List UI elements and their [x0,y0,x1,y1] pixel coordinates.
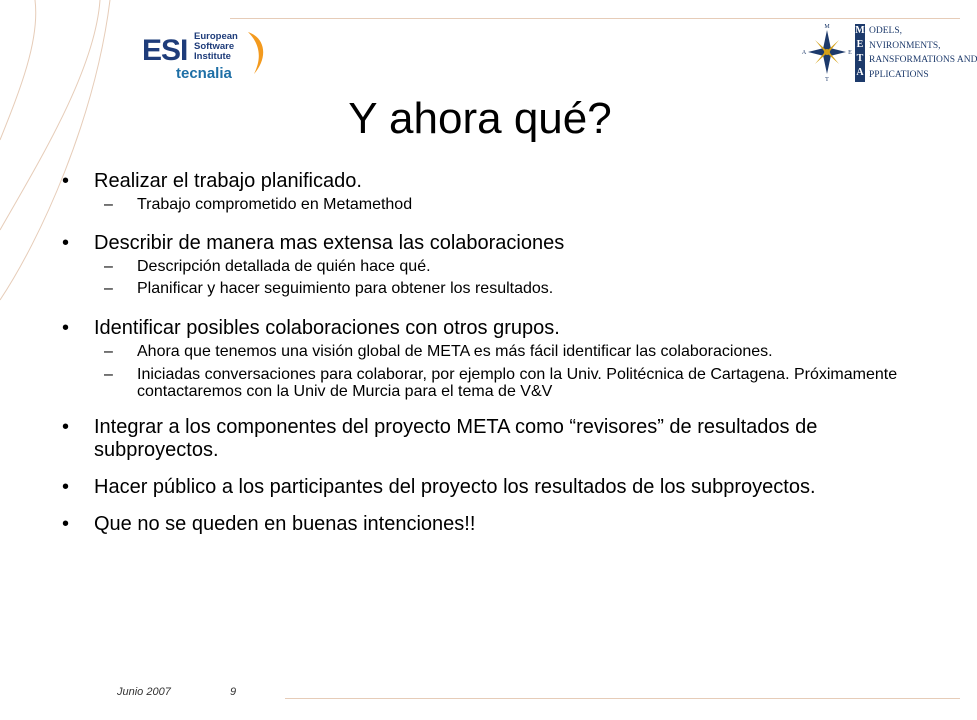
esi-logo-text [194,32,238,62]
bullet-item [62,317,932,340]
slide-content [62,170,932,536]
meta-word: RANSFORMATIONS AND [869,55,977,65]
slide-title: Y ahora qué? [348,94,612,143]
dash-marker: – [104,343,113,360]
meta-word: NVIRONMENTS, [869,40,941,51]
dash-marker: – [104,258,113,275]
sub-bullet-item [62,196,932,213]
bullet-marker: • [62,232,70,254]
esi-logo [142,28,272,84]
bullet-marker: • [62,513,70,535]
dash-marker: – [104,196,113,213]
bullet-text: Identificar posibles colaboraciones con otros grupos. [94,317,560,339]
bullet-text: Realizar el trabajo planificado. [94,170,362,192]
compass-label: M [824,24,830,30]
esi-line: European [194,31,238,42]
dash-marker: – [104,366,113,383]
sub-bullet-item [62,280,932,297]
meta-word: PPLICATIONS [869,69,929,80]
compass-label: T [825,77,829,83]
bullet-item [62,416,932,462]
meta-letter: A [856,67,864,78]
page-number: 9 [230,686,237,698]
sub-bullet-item [62,366,932,400]
sub-bullet-item [62,258,932,275]
tecnalia-wordmark: tecnalia [176,65,232,82]
compass-label: A [801,50,807,56]
swoosh-icon [244,30,270,76]
bullet-text: Hacer público a los participantes del proyecto los resultados de los subproyectos. [94,476,816,498]
meta-letter: M [855,25,865,36]
meta-letter: E [856,39,864,50]
bullet-text: Integrar a los componentes del proyecto META como “revisores” de resultados de subproyectos. [94,416,818,461]
top-divider [230,18,960,19]
sub-bullet-text: Trabajo comprometido en Metamethod [137,196,413,213]
esi-line: Institute [194,51,231,62]
sub-bullet-text: Descripción detallada de quién hace qué. [137,258,431,275]
bullet-marker: • [62,416,70,438]
sub-bullet-text: Planificar y hacer seguimiento para obtener los resultados. [137,280,554,297]
compass-rose-icon [800,22,854,82]
bullet-item [62,513,932,536]
footer-date: Junio 2007 [117,686,171,698]
bullet-item [62,170,932,193]
bottom-divider [285,698,960,699]
meta-logo [800,22,977,86]
esi-line: Software [194,41,235,52]
dash-marker: – [104,280,113,297]
sub-bullet-text: Ahora que tenemos una visión global de META es más fácil identificar las colaboraciones. [137,343,773,360]
sub-bullet-text: Iniciadas conversaciones para colaborar, por ejemplo con la Univ. Politécnica de Cartagena. Próximamente contactaremos con la Univ de Murcia para el tema de V&V [137,366,898,400]
meta-words [869,24,977,82]
meta-letter: T [856,53,864,64]
sub-bullet-item [62,343,932,360]
bullet-item [62,232,932,255]
bullet-text: Que no se queden en buenas intenciones!! [94,513,476,535]
bullet-text: Describir de manera mas extensa las colaboraciones [94,232,565,254]
bullet-item [62,476,932,499]
bullet-marker: • [62,476,70,498]
esi-logo-mark: ESI [142,34,188,67]
bullet-marker: • [62,170,70,192]
meta-word: ODELS, [869,26,902,36]
bullet-marker: • [62,317,70,339]
compass-label: E [848,50,852,56]
